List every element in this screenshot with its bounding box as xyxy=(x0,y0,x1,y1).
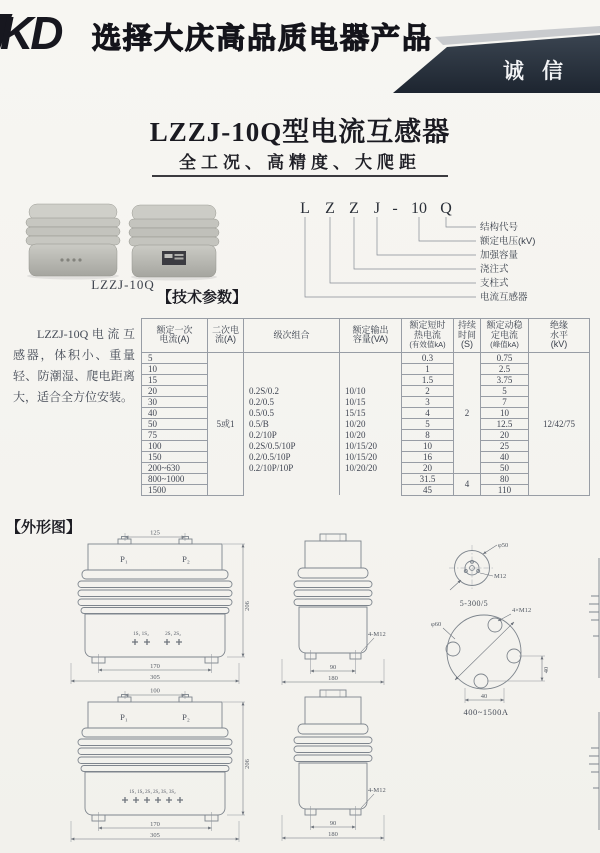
drawing-detail-small-flange xyxy=(449,542,508,608)
detail-caption-small: 5-300/5 xyxy=(459,599,489,608)
cell-dynamic-current: 40 xyxy=(481,451,529,462)
cell-output-capacity xyxy=(340,363,402,374)
model-char: L xyxy=(300,200,310,217)
cell-duration: 2 xyxy=(454,352,481,473)
model-char: - xyxy=(392,200,398,217)
cell-class-combo: 0.2/10P xyxy=(244,429,340,440)
dim-label-top: 100 xyxy=(150,687,160,695)
col-header: 额定输出 容量(VA) xyxy=(340,319,402,353)
cell-output-capacity: 15/15 xyxy=(340,407,402,418)
col-header: 绝缘 水平 (kV) xyxy=(529,319,590,353)
dim-label-180: 180 xyxy=(328,831,338,838)
dim-label-height: 206 xyxy=(244,601,251,611)
cell-class-combo xyxy=(244,473,340,484)
terminal-p1: P₁ xyxy=(120,554,128,564)
cell-class-combo: 0.2/0.5 xyxy=(244,396,340,407)
dim-label-40v: 40 xyxy=(543,666,550,674)
cell-output-capacity xyxy=(340,374,402,385)
col-header: 额定短时 热电流 (有效值kA) xyxy=(402,319,454,353)
tech-table-head-row xyxy=(142,319,590,353)
cell-primary-current: 1500 xyxy=(142,484,208,495)
product-photo-right xyxy=(126,199,222,281)
table-row xyxy=(142,352,590,363)
col-header: 二次电 流(A) xyxy=(208,319,244,353)
detail-caption-large: 400~1500A xyxy=(463,707,509,717)
model-label: 支柱式 xyxy=(480,278,509,289)
cell-dynamic-current: 5 xyxy=(481,385,529,396)
cell-thermal-current: 5 xyxy=(402,418,454,429)
cell-thermal-current: 20 xyxy=(402,462,454,473)
drawing-detail-large-flange xyxy=(431,607,550,717)
cell-thermal-current: 1 xyxy=(402,363,454,374)
model-label: 电流互感器 xyxy=(480,292,528,303)
model-label: 浇注式 xyxy=(480,264,509,275)
cell-output-capacity: 10/20/20 xyxy=(340,462,402,473)
dia-label-60: φ60 xyxy=(431,621,442,628)
cell-class-combo xyxy=(244,363,340,374)
cell-dynamic-current: 0.75 xyxy=(481,352,529,363)
terminal-p2: P₂ xyxy=(182,554,190,564)
product-description: LZZJ-10Q电流互感器，体积小、重量轻、防潮湿、爬电距离大，适合全方位安装。 xyxy=(13,327,135,404)
terminal-p2: P₂ xyxy=(182,712,190,722)
dim-label-305: 305 xyxy=(150,832,160,839)
photo-caption: LZZJ-10Q xyxy=(91,277,155,292)
dia-label-50: φ50 xyxy=(498,542,509,549)
dim-label-90: 90 xyxy=(329,820,337,827)
subtitle-underline xyxy=(152,175,448,177)
cell-thermal-current: 45 xyxy=(402,484,454,495)
cell-output-capacity xyxy=(340,484,402,495)
bolt-label: 4-M12 xyxy=(368,787,386,794)
dim-label-305: 305 xyxy=(150,674,160,681)
cell-output-capacity: 10/20 xyxy=(340,418,402,429)
cell-output-capacity: 10/10 xyxy=(340,385,402,396)
cell-output-capacity: 10/20 xyxy=(340,429,402,440)
model-label: 加强容量 xyxy=(480,250,519,261)
cell-primary-current: 5 xyxy=(142,352,208,363)
cell-output-capacity xyxy=(340,352,402,363)
page-edge-fragment-bottom xyxy=(589,712,599,830)
cell-class-combo xyxy=(244,484,340,495)
cell-primary-current: 150 xyxy=(142,451,208,462)
cell-duration: 4 xyxy=(454,473,481,495)
drawing-front-view-4term xyxy=(71,530,251,685)
cell-thermal-current: 2 xyxy=(402,385,454,396)
cell-class-combo: 0.5/0.5 xyxy=(244,407,340,418)
page-edge-fragment-top xyxy=(589,558,599,678)
model-char: 10 xyxy=(411,200,427,217)
cell-output-capacity xyxy=(340,473,402,484)
col-header: 级次组合 xyxy=(244,319,340,353)
col-header: 持续 时间 (S) xyxy=(454,319,481,353)
cell-primary-current: 20 xyxy=(142,385,208,396)
dim-label-40h: 40 xyxy=(480,693,488,700)
drawing-front-view-6term xyxy=(71,688,251,843)
model-char: J xyxy=(373,200,381,217)
cell-primary-current: 800~1000 xyxy=(142,473,208,484)
secondary-terminal-labels: 2S₁ 2S₂ xyxy=(165,631,181,637)
cell-dynamic-current: 2.5 xyxy=(481,363,529,374)
cell-thermal-current: 0.3 xyxy=(402,352,454,363)
header-slogan: 选择大庆高品质电器产品 xyxy=(92,23,434,55)
cell-dynamic-current: 3.75 xyxy=(481,374,529,385)
cell-primary-current: 200~630 xyxy=(142,462,208,473)
dim-label-170: 170 xyxy=(150,663,160,670)
secondary-terminal-labels: 1S₁ 1S₂ xyxy=(133,631,149,637)
dim-label-90: 90 xyxy=(329,664,337,671)
cell-thermal-current: 31.5 xyxy=(402,473,454,484)
tech-params-table xyxy=(141,318,590,496)
cell-thermal-current: 3 xyxy=(402,396,454,407)
cell-dynamic-current: 20 xyxy=(481,429,529,440)
section-header-outline: 【外形图】 xyxy=(6,519,82,536)
cell-secondary-current: 5或1 xyxy=(208,352,244,495)
cell-class-combo: 0.5/B xyxy=(244,418,340,429)
bolt-label: 4-M12 xyxy=(368,631,386,638)
secondary-terminal-labels: 1S₁ 1S₂ 2S₁ 2S₂ 3S₁ 3S₂ xyxy=(129,790,176,795)
integrity-banner xyxy=(383,24,600,96)
model-designation-diagram xyxy=(288,197,600,307)
cell-class-combo xyxy=(244,374,340,385)
cell-dynamic-current: 7 xyxy=(481,396,529,407)
cell-thermal-current: 1.5 xyxy=(402,374,454,385)
cell-dynamic-current: 12.5 xyxy=(481,418,529,429)
cell-class-combo xyxy=(244,352,340,363)
cell-class-combo: 0.2S/0.2 xyxy=(244,385,340,396)
product-photo-left xyxy=(22,196,124,280)
drawing-side-view-bottom xyxy=(282,690,386,841)
tech-table-body xyxy=(142,352,590,495)
cell-dynamic-current: 110 xyxy=(481,484,529,495)
bolt-label-m12: M12 xyxy=(494,573,507,580)
cell-primary-current: 100 xyxy=(142,440,208,451)
brand-logo: KD xyxy=(0,7,61,59)
cell-primary-current: 15 xyxy=(142,374,208,385)
dim-label-180: 180 xyxy=(328,675,338,682)
cell-dynamic-current: 10 xyxy=(481,407,529,418)
drawing-side-view-top xyxy=(282,534,386,685)
cell-thermal-current: 4 xyxy=(402,407,454,418)
bolt-label-4xm12: 4×M12 xyxy=(512,607,532,614)
col-header: 额定动稳 定电流 (峰值kA) xyxy=(481,319,529,353)
section-header-tech-params: 【技术参数】 xyxy=(157,289,248,306)
cell-class-combo: 0.2/10P/10P xyxy=(244,462,340,473)
banner-text: 诚信 xyxy=(503,60,581,83)
cell-dynamic-current: 80 xyxy=(481,473,529,484)
cell-thermal-current: 8 xyxy=(402,429,454,440)
cell-thermal-current: 16 xyxy=(402,451,454,462)
cell-class-combo: 0.2/0.5/10P xyxy=(244,451,340,462)
dim-label-170: 170 xyxy=(150,821,160,828)
cell-output-capacity: 10/15/20 xyxy=(340,451,402,462)
col-header: 额定一次 电流(A) xyxy=(142,319,208,353)
outline-drawings xyxy=(0,529,600,853)
cell-output-capacity: 10/15/20 xyxy=(340,440,402,451)
cell-primary-current: 10 xyxy=(142,363,208,374)
dim-label-height: 206 xyxy=(244,759,251,769)
page-title: LZZJ-10Q型电流互感器 xyxy=(149,117,451,147)
model-label: 额定电压(kV) xyxy=(480,236,536,247)
model-label: 结构代号 xyxy=(480,222,519,233)
cell-primary-current: 50 xyxy=(142,418,208,429)
cell-primary-current: 75 xyxy=(142,429,208,440)
terminal-p1: P₁ xyxy=(120,712,128,722)
model-char: Z xyxy=(325,200,335,217)
cell-primary-current: 30 xyxy=(142,396,208,407)
cell-primary-current: 40 xyxy=(142,407,208,418)
model-char: Z xyxy=(349,200,359,217)
cell-thermal-current: 10 xyxy=(402,440,454,451)
cell-dynamic-current: 25 xyxy=(481,440,529,451)
cell-output-capacity: 10/15 xyxy=(340,396,402,407)
dim-label-top: 125 xyxy=(150,529,160,537)
model-char: Q xyxy=(440,200,452,217)
cell-insulation-level: 12/42/75 xyxy=(529,352,590,495)
cell-class-combo: 0.2S/0.5/10P xyxy=(244,440,340,451)
page-subtitle: 全工况、高精度、大爬距 xyxy=(179,153,421,172)
cell-dynamic-current: 50 xyxy=(481,462,529,473)
